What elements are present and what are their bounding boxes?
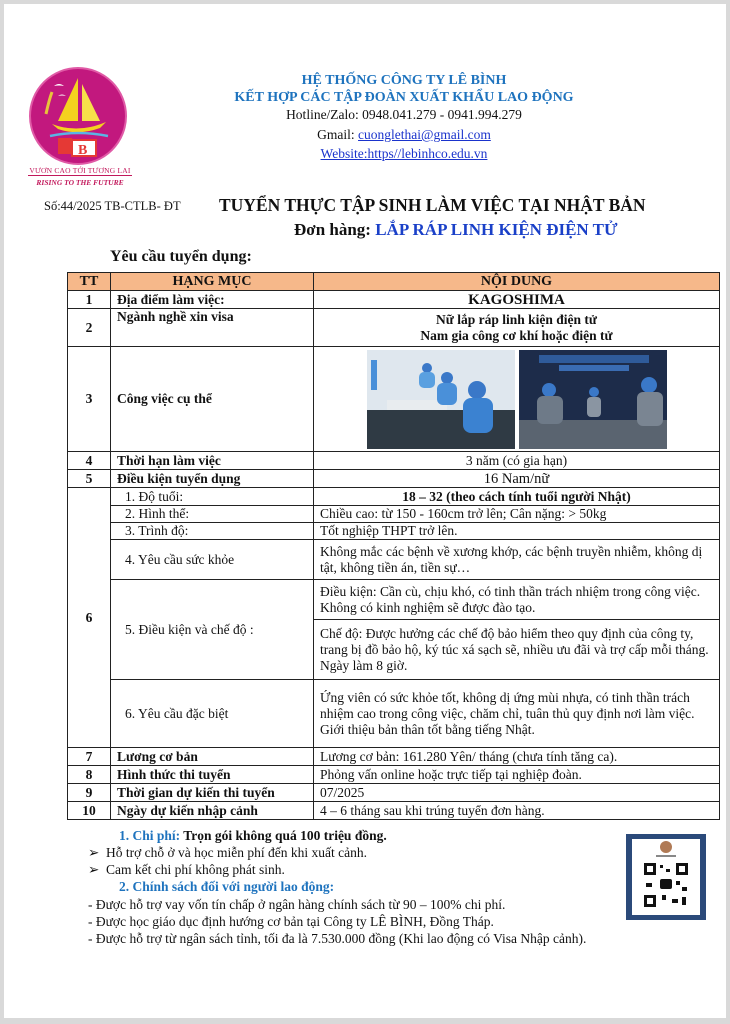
header-tt: TT [68,273,111,291]
header-item: HẠNG MỤC [111,273,314,291]
order-label: Đơn hàng: [294,220,376,239]
row-content [314,309,720,347]
qr-code-icon [632,839,700,915]
list-item: - Được hỗ trợ từ ngân sách tỉnh, tối đa là 7.530.000 đồng (Khi lao động có Visa Nhập cảnh). [88,931,587,946]
row-item: Công việc cụ thể [111,347,314,452]
education-value: Tốt nghiệp THPT trở lên. [314,523,720,540]
conditions-value: Điều kiện: Cần cù, chịu khó, có tinh thần trách nhiệm trong công việc. Không có kinh nghiệm sẽ được đào tạo. [314,580,720,620]
health-value: Không mắc các bệnh về xương khớp, các bệnh truyền nhiễm, không dị tật, không tiền án, tiền sự… [314,540,720,580]
order-line [294,220,618,240]
conditions-label: 5. Điều kiện và chế độ : [111,580,314,680]
table-row [68,580,720,620]
website-line [204,146,604,162]
row-item: Địa điểm làm việc: [111,291,314,309]
row-item: Thời gian dự kiến thi tuyển [111,784,314,802]
svg-text:B: B [78,143,88,158]
requirements-table [67,272,720,820]
body-label: 2. Hình thể: [111,506,314,523]
bullet-text: Cam kết chi phí không phát sinh. [106,862,285,877]
table-row [68,309,720,347]
gmail-label: Gmail: [317,127,359,142]
document-page [4,4,726,1018]
header-content: NỘI DUNG [314,273,720,291]
list-item [88,862,285,878]
table-row [68,291,720,309]
row-content [314,347,720,452]
row-content: 16 Nam/nữ [314,470,720,488]
row-content: Phỏng vấn online hoặc trực tiếp tại nghiệp đoàn. [314,766,720,784]
row-item: Lương cơ bản [111,748,314,766]
male-workers-factory-photo [519,350,667,449]
row-number: 8 [68,766,111,784]
bullet-text: Hỗ trợ chỗ ở và học miễn phí đến khi xuất cảnh. [106,845,367,860]
row-number: 6 [68,488,111,748]
document-number: Số:44/2025 TB-CTLB- ĐT [44,199,181,213]
gmail-link[interactable]: cuonglethai@gmail.com [358,127,491,142]
visa-male: Nam gia công cơ khí hoặc điện tử [420,327,613,343]
row-content: 4 – 6 tháng sau khi trúng tuyển đơn hàng. [314,802,720,820]
hotline: Hotline/Zalo: 0948.041.279 - 0941.994.279 [286,107,522,122]
row-number: 1 [68,291,111,309]
female-workers-assembly-line-photo [367,350,515,449]
table-row [68,347,720,452]
slogan-english: RISING TO THE FUTURE [36,178,124,187]
table-row [68,748,720,766]
cost-label: 1. Chi phí: [119,828,181,843]
table-row [68,802,720,820]
body-value: Chiều cao: từ 150 - 160cm trở lên; Cân nặng: > 50kg [314,506,720,523]
slogan-vietnamese: VƯƠN CAO TỚI TƯƠNG LAI [29,166,131,175]
row-content: Lương cơ bản: 161.280 Yên/ tháng (chưa tính tăng ca). [314,748,720,766]
document-title: TUYỂN THỰC TẬP SINH LÀM VIỆC TẠI NHẬT BẢN [219,195,646,215]
table-row [68,540,720,580]
list-item [88,845,367,861]
table-row [68,488,720,506]
row-number: 7 [68,748,111,766]
order-value: LẮP RÁP LINH KIỆN ĐIỆN TỬ [375,220,618,239]
table-row [68,766,720,784]
special-value: Ứng viên có sức khỏe tốt, không dị ứng mùi nhựa, có tinh thần trách nhiệm cao trong công việc, chăm chỉ, tuân thủ quy định nơi làm việc. Giới thiệu bản thân tốt bằng tiếng Nhật. [314,680,720,748]
website-link[interactable]: Website:https//lebinhco.edu.vn [320,146,488,161]
list-item: - Được hỗ trợ vay vốn tín chấp ở ngân hàng chính sách từ 90 – 100% chi phí. [88,897,506,912]
row-number: 2 [68,309,111,347]
row-item: Ngày dự kiến nhập cảnh [111,802,314,820]
company-subtitle: KẾT HỢP CÁC TẬP ĐOÀN XUẤT KHẨU LAO ĐỘNG [234,90,574,105]
health-label: 4. Yêu cầu sức khỏe [111,540,314,580]
visa-female: Nữ lắp ráp linh kiện điện tử [436,311,597,327]
list-item: - Được học giáo dục định hướng cơ bản tại Công ty LÊ BÌNH, Đồng Tháp. [88,914,494,929]
row-number: 5 [68,470,111,488]
row-content: KAGOSHIMA [314,291,720,309]
row-item: Thời hạn làm việc [111,452,314,470]
row-content: 07/2025 [314,784,720,802]
requirements-heading: Yêu cầu tuyển dụng: [110,248,252,265]
row-content: 3 năm (có gia hạn) [314,452,720,470]
row-number: 3 [68,347,111,452]
gmail-line [204,127,604,143]
company-name: HỆ THỐNG CÔNG TY LÊ BÌNH [301,73,507,88]
row-number: 9 [68,784,111,802]
table-row [68,506,720,523]
lebinh-logo-icon [28,66,128,166]
row-item: Ngành nghề xin visa [111,309,314,347]
age-label: 1. Độ tuổi: [111,488,314,506]
table-row [68,784,720,802]
arrow-bullet-icon: ➢ [88,862,100,877]
table-row [68,470,720,488]
zalo-qr-code[interactable] [626,834,706,920]
age-value: 18 – 32 (theo cách tính tuổi người Nhật) [314,488,720,506]
special-label: 6. Yêu cầu đặc biệt [111,680,314,748]
row-item: Điều kiện tuyển dụng [111,470,314,488]
cost-value: Trọn gói không quá 100 triệu đồng. [180,828,387,843]
table-header-row [68,273,720,291]
policy-heading: 2. Chính sách đối với người lao động: [119,879,335,894]
cost-line [119,828,387,844]
benefits-value: Chế độ: Được hưởng các chế độ bảo hiểm theo quy định của công ty, trang bị đồ bảo hộ, ký túc xá sạch sẽ, nhiều ưu đãi và trợ cấp mỗi tháng. Ngày làm 8 giờ. [314,620,720,680]
education-label: 3. Trình độ: [111,523,314,540]
row-number: 10 [68,802,111,820]
table-row [68,680,720,748]
table-row [68,452,720,470]
table-row [68,523,720,540]
arrow-bullet-icon: ➢ [88,845,100,860]
row-item: Hình thức thi tuyển [111,766,314,784]
row-number: 4 [68,452,111,470]
